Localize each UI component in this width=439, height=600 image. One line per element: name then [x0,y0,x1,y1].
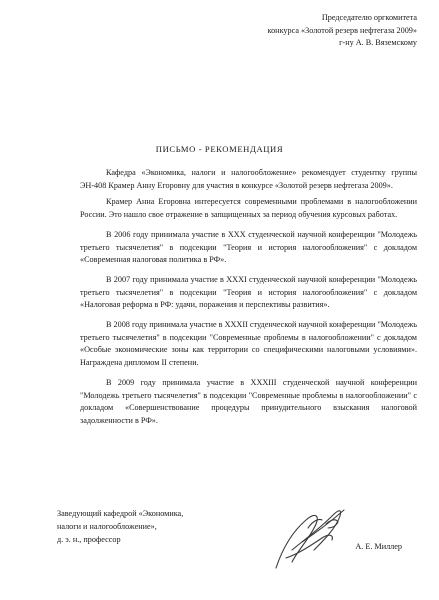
signatory-line-degree: д. э. н., профессор [57,535,121,545]
addressee-line-name: г-ну А. В. Вяземскому [339,38,417,48]
paragraph-interests: Крамер Анна Егоровна интересуется современными проблемами в налогообложении России. Это нашло свое отражение в запщищенных за период обучения курсовых работах. [80,197,417,220]
addressee-line-contest: конкурса «Золотой резерв нефтегаза 2009» [267,25,417,35]
signatory-line-department: налоги и налогообложение», [57,522,157,532]
letter-body [80,167,417,435]
paragraph-2009: В 2009 году принимала участие в XXXIII студенческой научной конференции "Молодежь третьего тысячелетия" в подсекции "Современные проблемы в налогообложении" с докладом «Совершенствование процедуры принудительного взыскания налоговой задолженности в РФ». [80,377,417,425]
paragraph-2008: В 2008 году принимала участие в XXXII студенческой научной конференции "Молодежь третьего тысячелетия" в подсекции "Современные проблемы в налогообложении" с докладом «Особые экономические зоны как территории со специфическими налоговыми условиями». Награждена дипломом II степени. [80,320,417,368]
document-title: ПИСЬМО - РЕКОМЕНДАЦИЯ [155,144,284,154]
handwritten-signature [262,480,358,576]
addressee-line-position: Председателю оргкомитета [321,13,417,22]
paragraph-2006: В 2006 году принимала участие в XXX студенческой научной конференции "Молодежь третьего тысячелетия" в подсекции "Теория и история налогообложения" с докладом «Современная налоговая политика в РФ». [80,229,417,265]
signatory-line-position: Заведующий кафедрой «Экономика, [57,509,184,518]
addressee-block [268,12,417,50]
signatory-name: А. Е. Миллер [355,542,402,551]
paragraph-recommendation: Кафедра «Экономика, налоги и налогообложение» рекомендует студентку группы ЭН-408 Крамер Анну Егоровну для участия в конкурсе «Золотой резерв нефтегаза 2009». [80,168,417,190]
paragraph-2007: В 2007 году принимала участие в XXXI студенческой научной конференции "Молодежь третьего тысячелетия" в подсекции "Теория и история налогообложения" с докладом «Налоговая реформа в РФ: удачи, поражения и перспективы развития». [80,274,417,310]
